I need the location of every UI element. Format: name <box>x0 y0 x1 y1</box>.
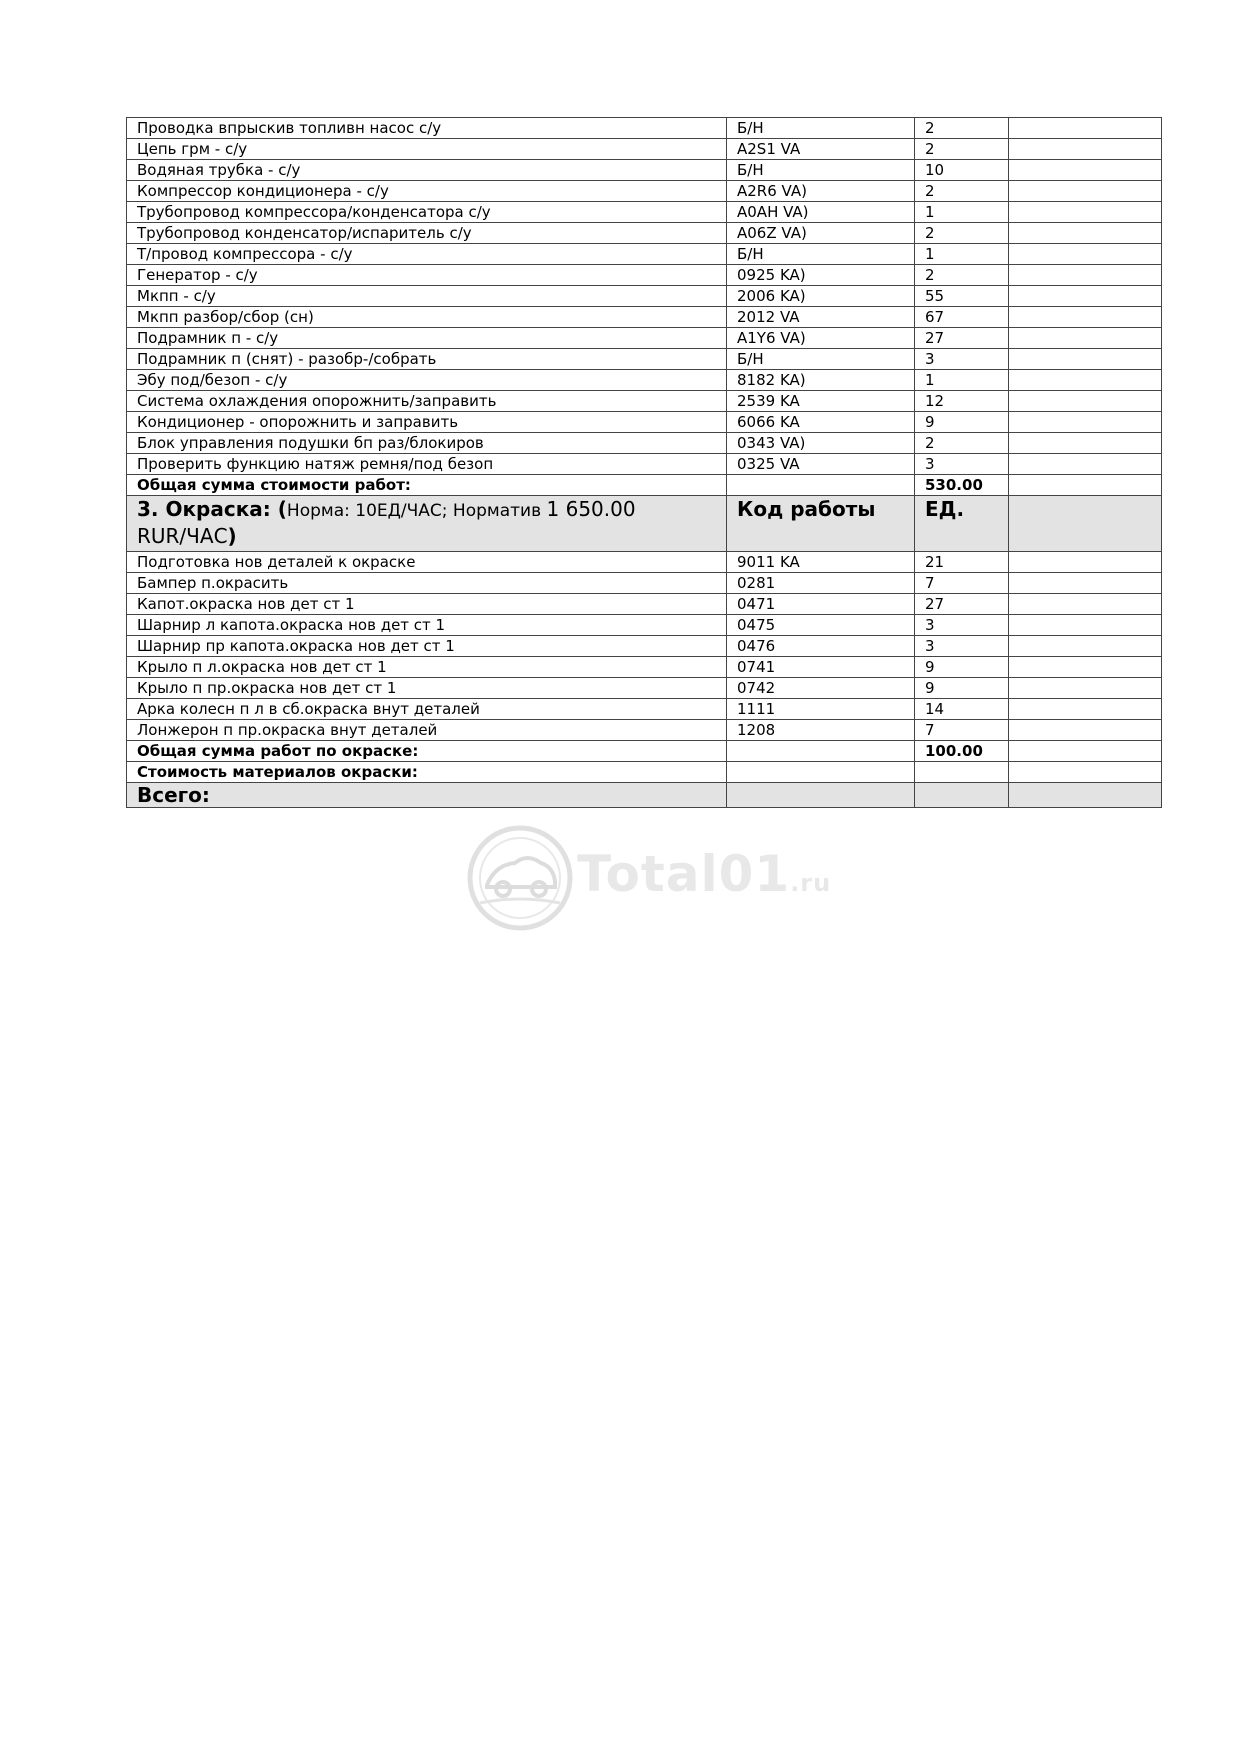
row-extra <box>1009 699 1162 720</box>
row-code: 2539 KA <box>727 391 915 412</box>
empty-cell <box>1009 741 1162 762</box>
row-name: Крыло п л.окраска нов дет ст 1 <box>127 657 727 678</box>
row-code: A1Y6 VA) <box>727 328 915 349</box>
row-extra <box>1009 328 1162 349</box>
row-units: 1 <box>915 244 1009 265</box>
row-code: 0475 <box>727 615 915 636</box>
row-code: 0742 <box>727 678 915 699</box>
empty-cell <box>1009 783 1162 808</box>
row-extra <box>1009 181 1162 202</box>
table-row <box>127 139 1162 160</box>
empty-cell <box>727 475 915 496</box>
row-units: 27 <box>915 594 1009 615</box>
table-row <box>127 678 1162 699</box>
row-extra <box>1009 552 1162 573</box>
row-code: Б/Н <box>727 160 915 181</box>
row-code: 2012 VA <box>727 307 915 328</box>
table-row <box>127 636 1162 657</box>
row-extra <box>1009 160 1162 181</box>
row-extra <box>1009 412 1162 433</box>
row-name: Арка колесн п л в сб.окраска внут деталей <box>127 699 727 720</box>
row-name: Эбу под/безоп - с/у <box>127 370 727 391</box>
row-name: Мкпп - с/у <box>127 286 727 307</box>
table-row <box>127 370 1162 391</box>
table-row <box>127 349 1162 370</box>
row-units: 67 <box>915 307 1009 328</box>
row-code: A06Z VA) <box>727 223 915 244</box>
table-row <box>127 286 1162 307</box>
table-row <box>127 657 1162 678</box>
table-row <box>127 412 1162 433</box>
row-extra <box>1009 286 1162 307</box>
row-extra <box>1009 657 1162 678</box>
row-extra <box>1009 244 1162 265</box>
row-name: Компрессор кондиционера - с/у <box>127 181 727 202</box>
row-code: Б/Н <box>727 118 915 139</box>
row-extra <box>1009 223 1162 244</box>
table-row <box>127 181 1162 202</box>
row-extra <box>1009 370 1162 391</box>
row-units: 2 <box>915 223 1009 244</box>
row-extra <box>1009 139 1162 160</box>
empty-cell <box>915 783 1009 808</box>
row-units: 9 <box>915 678 1009 699</box>
table-row <box>127 307 1162 328</box>
row-code: 0281 <box>727 573 915 594</box>
row-code: 0471 <box>727 594 915 615</box>
row-name: Трубопровод конденсатор/испаритель с/у <box>127 223 727 244</box>
paint-rows <box>127 552 1162 741</box>
row-units: 2 <box>915 118 1009 139</box>
row-name: Кондиционер - опорожнить и заправить <box>127 412 727 433</box>
row-extra <box>1009 349 1162 370</box>
code-column-header: Код работы <box>727 496 915 552</box>
section-norm: Норма: 10ЕД/ЧАС; Норматив <box>286 501 547 521</box>
row-units: 3 <box>915 454 1009 475</box>
row-extra <box>1009 594 1162 615</box>
total-works-label: Общая сумма стоимости работ: <box>127 475 727 496</box>
watermark <box>465 823 832 933</box>
row-name: Подрамник п - с/у <box>127 328 727 349</box>
grand-total-row <box>127 783 1162 808</box>
table-row <box>127 160 1162 181</box>
row-extra <box>1009 118 1162 139</box>
table-row <box>127 433 1162 454</box>
row-extra <box>1009 307 1162 328</box>
row-code: 0741 <box>727 657 915 678</box>
row-name: Бампер п.окрасить <box>127 573 727 594</box>
row-name: Шарнир пр капота.окраска нов дет ст 1 <box>127 636 727 657</box>
row-code: 0925 KA) <box>727 265 915 286</box>
materials-row <box>127 762 1162 783</box>
row-code: 0325 VA <box>727 454 915 475</box>
table-row <box>127 244 1162 265</box>
row-code: A2S1 VA <box>727 139 915 160</box>
row-code: 1111 <box>727 699 915 720</box>
row-name: Генератор - с/у <box>127 265 727 286</box>
section-rate: 1 650.00 <box>546 497 636 521</box>
empty-cell <box>1009 762 1162 783</box>
row-units: 55 <box>915 286 1009 307</box>
car-on-road-logo-icon <box>465 823 575 933</box>
empty-cell <box>727 783 915 808</box>
table-row <box>127 118 1162 139</box>
row-name: Лонжерон п пр.окраска внут деталей <box>127 720 727 741</box>
row-name: Проверить функцию натяж ремня/под безоп <box>127 454 727 475</box>
empty-cell <box>915 762 1009 783</box>
table-row <box>127 223 1162 244</box>
section-header-row <box>127 496 1162 552</box>
row-name: Мкпп разбор/сбор (сн) <box>127 307 727 328</box>
row-units: 2 <box>915 433 1009 454</box>
row-units: 2 <box>915 265 1009 286</box>
table-row <box>127 454 1162 475</box>
row-extra <box>1009 454 1162 475</box>
row-units: 7 <box>915 720 1009 741</box>
row-units: 3 <box>915 349 1009 370</box>
row-code: 0476 <box>727 636 915 657</box>
row-units: 1 <box>915 370 1009 391</box>
section-close: ) <box>227 524 237 548</box>
row-extra <box>1009 265 1162 286</box>
row-units: 2 <box>915 139 1009 160</box>
row-code: Б/Н <box>727 349 915 370</box>
table-row <box>127 391 1162 412</box>
row-code: Б/Н <box>727 244 915 265</box>
row-code: 9011 KA <box>727 552 915 573</box>
row-units: 7 <box>915 573 1009 594</box>
table-row <box>127 720 1162 741</box>
table-row <box>127 699 1162 720</box>
row-extra <box>1009 202 1162 223</box>
row-name: Система охлаждения опорожнить/заправить <box>127 391 727 412</box>
section-title <box>127 496 727 552</box>
table-row <box>127 202 1162 223</box>
row-name: Подрамник п (снят) - разобр-/собрать <box>127 349 727 370</box>
section-title-label: 3. Окраска: ( <box>137 497 287 521</box>
row-units: 21 <box>915 552 1009 573</box>
row-units: 27 <box>915 328 1009 349</box>
row-units: 3 <box>915 615 1009 636</box>
row-name: Подготовка нов деталей к окраске <box>127 552 727 573</box>
watermark-tld: .ru <box>790 869 832 897</box>
table-row <box>127 265 1162 286</box>
total-paint-label: Общая сумма работ по окраске: <box>127 741 727 762</box>
row-units: 3 <box>915 636 1009 657</box>
materials-label: Стоимость материалов окраски: <box>127 762 727 783</box>
row-units: 1 <box>915 202 1009 223</box>
row-extra <box>1009 433 1162 454</box>
empty-cell <box>727 762 915 783</box>
row-units: 10 <box>915 160 1009 181</box>
row-name: Проводка впрыскив топливн насос с/у <box>127 118 727 139</box>
row-units: 9 <box>915 657 1009 678</box>
empty-cell <box>1009 496 1162 552</box>
grand-total-label: Всего: <box>127 783 727 808</box>
row-code: 0343 VA) <box>727 433 915 454</box>
row-extra <box>1009 615 1162 636</box>
row-name: Крыло п пр.окраска нов дет ст 1 <box>127 678 727 699</box>
table-row <box>127 573 1162 594</box>
table-row <box>127 328 1162 349</box>
row-extra <box>1009 720 1162 741</box>
empty-cell <box>727 741 915 762</box>
total-paint-row <box>127 741 1162 762</box>
row-name: Трубопровод компрессора/конденсатора с/у <box>127 202 727 223</box>
row-name: Т/провод компрессора - с/у <box>127 244 727 265</box>
row-code: 2006 KA) <box>727 286 915 307</box>
row-name: Цепь грм - с/у <box>127 139 727 160</box>
row-extra <box>1009 391 1162 412</box>
row-code: A2R6 VA) <box>727 181 915 202</box>
empty-cell <box>1009 475 1162 496</box>
units-column-header: ЕД. <box>915 496 1009 552</box>
watermark-brand: Total01 <box>577 845 791 903</box>
table-row <box>127 552 1162 573</box>
works-rows <box>127 118 1162 475</box>
total-works-row <box>127 475 1162 496</box>
row-extra <box>1009 573 1162 594</box>
table-row <box>127 594 1162 615</box>
row-name: Капот.окраска нов дет ст 1 <box>127 594 727 615</box>
row-name: Блок управления подушки бп раз/блокиров <box>127 433 727 454</box>
table-row <box>127 615 1162 636</box>
section-rate-unit: RUR/ЧАС <box>137 524 228 548</box>
row-extra <box>1009 678 1162 699</box>
row-units: 2 <box>915 181 1009 202</box>
row-code: 1208 <box>727 720 915 741</box>
row-name: Шарнир л капота.окраска нов дет ст 1 <box>127 615 727 636</box>
row-extra <box>1009 636 1162 657</box>
row-name: Водяная трубка - с/у <box>127 160 727 181</box>
row-units: 9 <box>915 412 1009 433</box>
row-code: 8182 KA) <box>727 370 915 391</box>
row-units: 12 <box>915 391 1009 412</box>
watermark-text <box>577 845 831 903</box>
row-code: A0AH VA) <box>727 202 915 223</box>
total-works-value: 530.00 <box>915 475 1009 496</box>
works-table <box>126 117 1162 808</box>
row-code: 6066 KA <box>727 412 915 433</box>
total-paint-value: 100.00 <box>915 741 1009 762</box>
row-units: 14 <box>915 699 1009 720</box>
